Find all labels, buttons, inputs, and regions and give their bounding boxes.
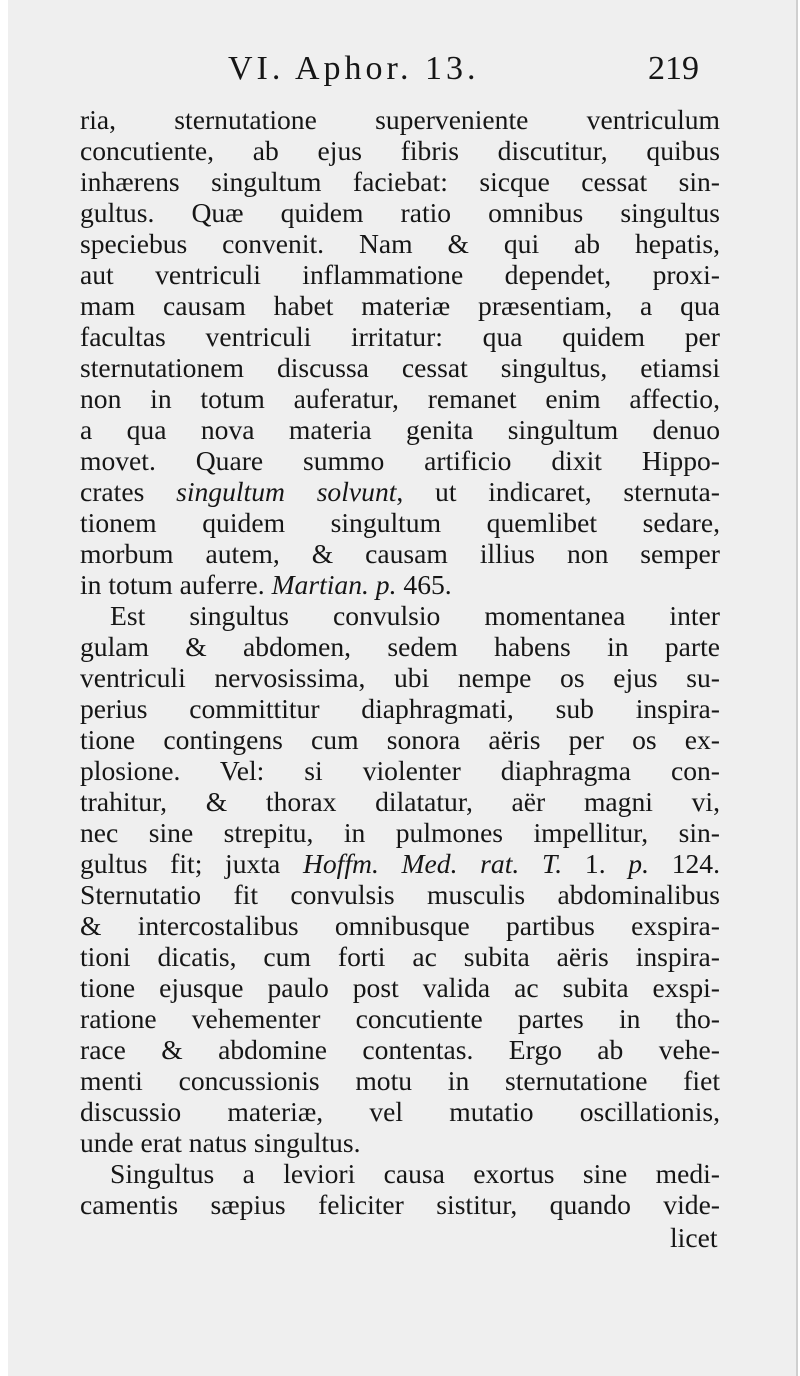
- text-line: [80, 321, 720, 352]
- text-span: discussio materiæ, vel mutatio oscillationis,: [80, 1096, 720, 1127]
- text-line: [80, 1189, 720, 1220]
- text-line: [80, 1003, 720, 1034]
- text-line: [80, 414, 720, 445]
- page-number: 219: [648, 50, 699, 87]
- text-line: [80, 1065, 720, 1096]
- text-span: camentis sæpius feliciter sistitur, quando vide-: [80, 1189, 720, 1220]
- text-span: aut ventriculi inflammatione dependet, proxi-: [80, 259, 720, 290]
- text-span: 124.: [649, 848, 720, 879]
- text-span: non in totum auferatur, remanet enim affectio,: [80, 383, 720, 414]
- text-span: in totum auferre.: [80, 569, 272, 600]
- italic-span: singultum solvunt: [176, 476, 397, 507]
- text-span: tioni dicatis, cum forti ac subita aëris inspira-: [80, 941, 720, 972]
- text-line: [80, 538, 720, 569]
- text-span: plosione. Vel: si violenter diaphragma con-: [80, 755, 720, 786]
- text-span: facultas ventriculi irritatur: qua quidem per: [80, 321, 720, 352]
- text-line: [80, 600, 720, 631]
- page-footer: [8, 1222, 798, 1256]
- text-line: [80, 879, 720, 910]
- book-page: [8, 0, 798, 1376]
- text-line: [80, 724, 720, 755]
- text-line: [80, 507, 720, 538]
- text-span: 465.: [396, 569, 452, 600]
- italic-span: Martian. p.: [271, 569, 397, 600]
- text-span: Est singultus convulsio momentanea inter: [110, 600, 720, 631]
- text-span: ratione vehementer concutiente partes in tho-: [80, 1003, 720, 1034]
- text-span: gulam & abdomen, sedem habens in parte: [80, 631, 720, 662]
- text-line: [80, 693, 720, 724]
- text-span: ria, sternutatione superveniente ventriculum: [80, 104, 720, 135]
- text-span: nec sine strepitu, in pulmones impellitur, sin-: [80, 817, 720, 848]
- text-line: [80, 662, 720, 693]
- text-line: [80, 228, 720, 259]
- text-line: [80, 135, 720, 166]
- text-line: [80, 1034, 720, 1065]
- italic-span: Hoffm. Med. rat. T.: [302, 848, 563, 879]
- italic-span: p.: [628, 848, 649, 879]
- text-span: tione ejusque paulo post valida ac subita exspi-: [80, 972, 720, 1003]
- text-span: gultus fit; juxta: [80, 848, 303, 879]
- text-span: tione contingens cum sonora aëris per os ex-: [80, 724, 720, 755]
- text-line: [80, 352, 720, 383]
- text-line: [80, 445, 720, 476]
- text-span: perius committitur diaphragmati, sub inspira-: [80, 693, 720, 724]
- text-span: trahitur, & thorax dilatatur, aër magni vi,: [80, 786, 720, 817]
- text-line: [80, 569, 720, 600]
- body-text: [80, 104, 720, 1220]
- text-line: [80, 476, 720, 507]
- text-line: [80, 259, 720, 290]
- text-line: [80, 848, 720, 879]
- text-line: [80, 1096, 720, 1127]
- running-header: [8, 50, 798, 90]
- text-span: menti concussionis motu in sternutatione fiet: [80, 1065, 720, 1096]
- text-line: [80, 972, 720, 1003]
- text-span: , ut indicaret, sternuta-: [396, 476, 720, 507]
- text-line: [80, 197, 720, 228]
- text-span: mam causam habet materiæ præsentiam, a qua: [80, 290, 720, 321]
- text-span: & intercostalibus omnibusque partibus exspira-: [80, 910, 720, 941]
- text-line: [80, 1127, 720, 1158]
- text-span: 1.: [562, 848, 629, 879]
- running-title: VI. Aphor. 13.: [228, 50, 480, 87]
- text-span: unde erat natus singultus.: [80, 1127, 361, 1158]
- text-span: ventriculi nervosissima, ubi nempe os ejus su-: [80, 662, 720, 693]
- text-span: race & abdomine contentas. Ergo ab vehe-: [80, 1034, 720, 1065]
- text-span: morbum autem, & causam illius non semper: [80, 538, 720, 569]
- text-line: [80, 1158, 720, 1189]
- text-line: [80, 817, 720, 848]
- text-span: Singultus a leviori causa exortus sine medi-: [110, 1158, 720, 1189]
- text-span: inhærens singultum faciebat: sicque cessat sin-: [80, 166, 720, 197]
- text-span: crates: [80, 476, 177, 507]
- text-span: tionem quidem singultum quemlibet sedare,: [80, 507, 720, 538]
- text-span: gultus. Quæ quidem ratio omnibus singultus: [80, 197, 720, 228]
- text-line: [80, 104, 720, 135]
- text-line: [80, 290, 720, 321]
- catchword: licet: [670, 1222, 718, 1253]
- text-span: speciebus convenit. Nam & qui ab hepatis,: [80, 228, 720, 259]
- text-line: [80, 941, 720, 972]
- text-span: a qua nova materia genita singultum denuo: [80, 414, 720, 445]
- text-span: movet. Quare summo artificio dixit Hippo-: [80, 445, 720, 476]
- text-line: [80, 755, 720, 786]
- text-line: [80, 910, 720, 941]
- text-span: Sternutatio fit convulsis musculis abdominalibus: [80, 879, 720, 910]
- text-line: [80, 383, 720, 414]
- text-span: concutiente, ab ejus fibris discutitur, quibus: [80, 135, 720, 166]
- text-line: [80, 166, 720, 197]
- text-line: [80, 786, 720, 817]
- text-line: [80, 631, 720, 662]
- text-span: sternutationem discussa cessat singultus, etiamsi: [80, 352, 720, 383]
